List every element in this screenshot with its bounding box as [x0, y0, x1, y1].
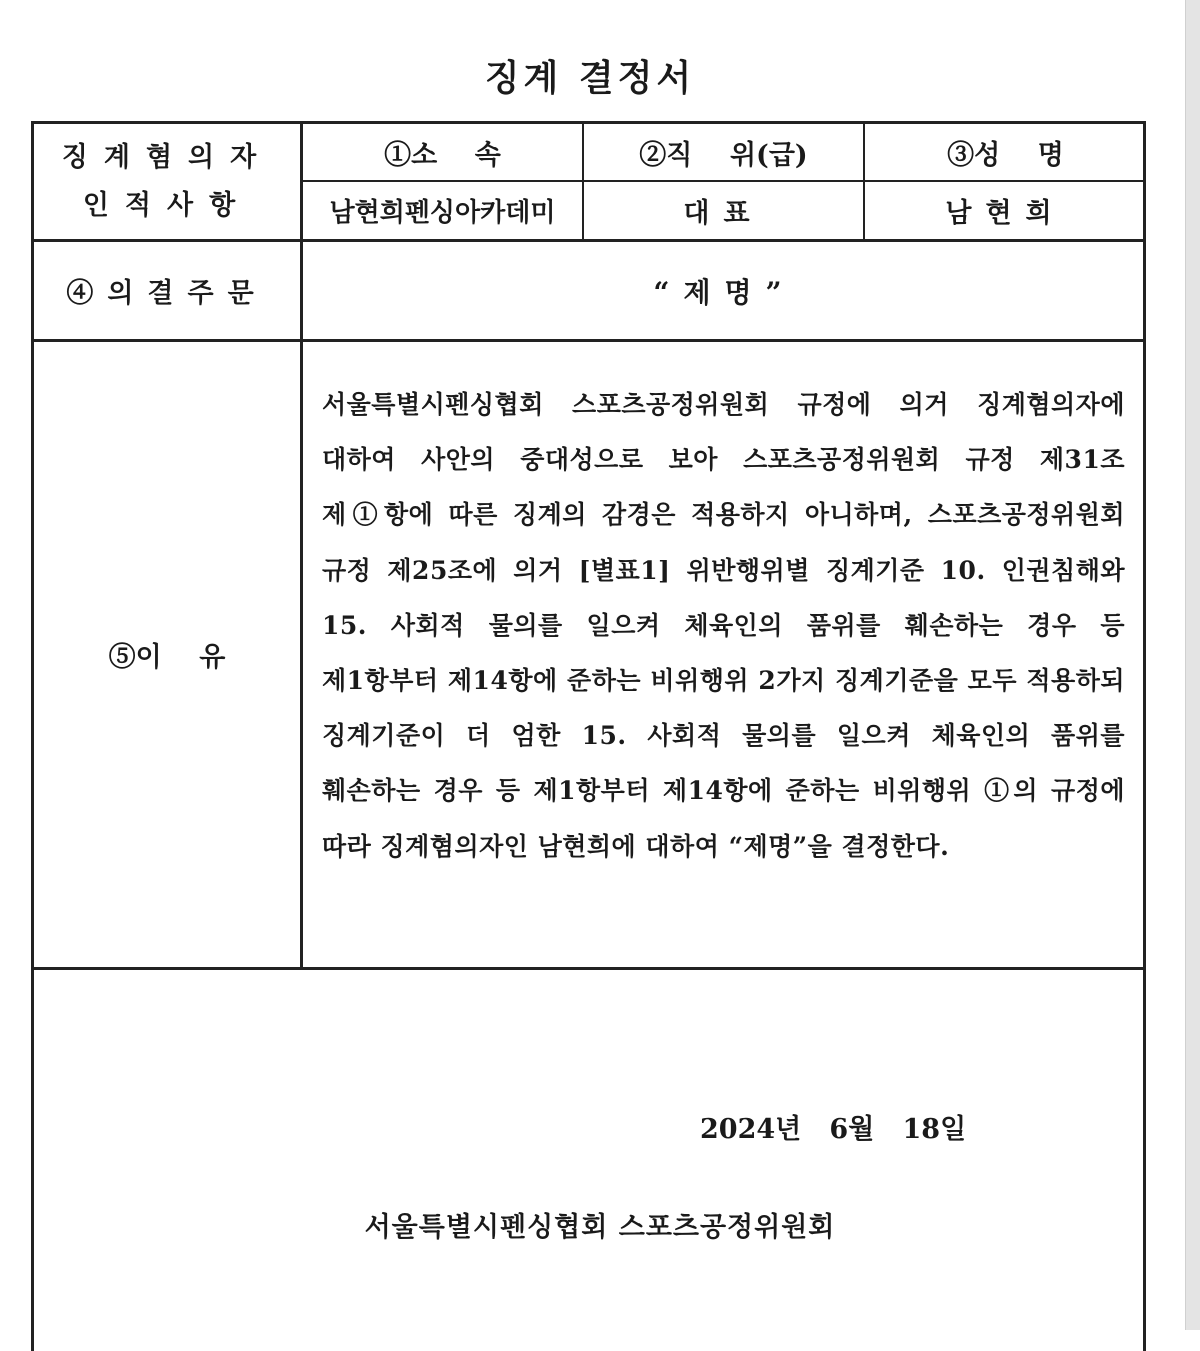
position-header: ②직 위(급) — [639, 139, 808, 171]
resolution-label: ④의결주문 — [66, 278, 268, 309]
decision-date: 2024년 6월 18일 — [700, 1114, 967, 1145]
window-right-edge — [1185, 0, 1200, 1330]
document-title: 징계 결정서 — [484, 57, 696, 99]
issuing-organization: 서울특별시펜싱협회 스포츠공정위원회 — [364, 1212, 836, 1243]
name-value: 남현희 — [945, 198, 1066, 229]
respondent-label — [34, 124, 300, 239]
affiliation-value: 남현희펜싱아카데미 — [329, 198, 556, 228]
affiliation-header: ①소 속 — [384, 139, 501, 171]
name-header: ③성 명 — [947, 139, 1064, 171]
respondent-label-line2: 인적사항 — [82, 189, 252, 221]
resolution-value: “제명” — [653, 275, 796, 309]
row-divider — [34, 967, 1146, 970]
respondent-label-line1: 징계혐의자 — [61, 141, 273, 173]
position-value: 대표 — [683, 198, 764, 229]
reason-text: 서울특별시펜싱협회 스포츠공정위원회 규정에 의거 징계혐의자에 대하여 사안의 중대성으로 보아 스포츠공정위원회 규정 제31조 제①항에 따른 징계의 감경은 적용하지 아니하며, 스포츠공정위원회 규정 제25조에 의거 [별표1] 위반행위별 징계기준 10. 인권침해와 15. 사회적 물의를 일으켜 체육인의 품위를 훼손하는 경우 등 제1항부터 제14항에 준하는 비위행위 2가지 징계기준을 모두 적용하되 징계기준이 더 엄한 15. 사회적 물의를 일으켜 체육인의 품위를 훼손하는 경우 등 제1항부터 제14항에 준하는 비위행위 ①의 규정에 따라 징계혐의자인 남현희에 대하여 “제명”을 결정한다. — [322, 390, 1125, 861]
reason-label: ⑤이 유 — [108, 642, 226, 673]
